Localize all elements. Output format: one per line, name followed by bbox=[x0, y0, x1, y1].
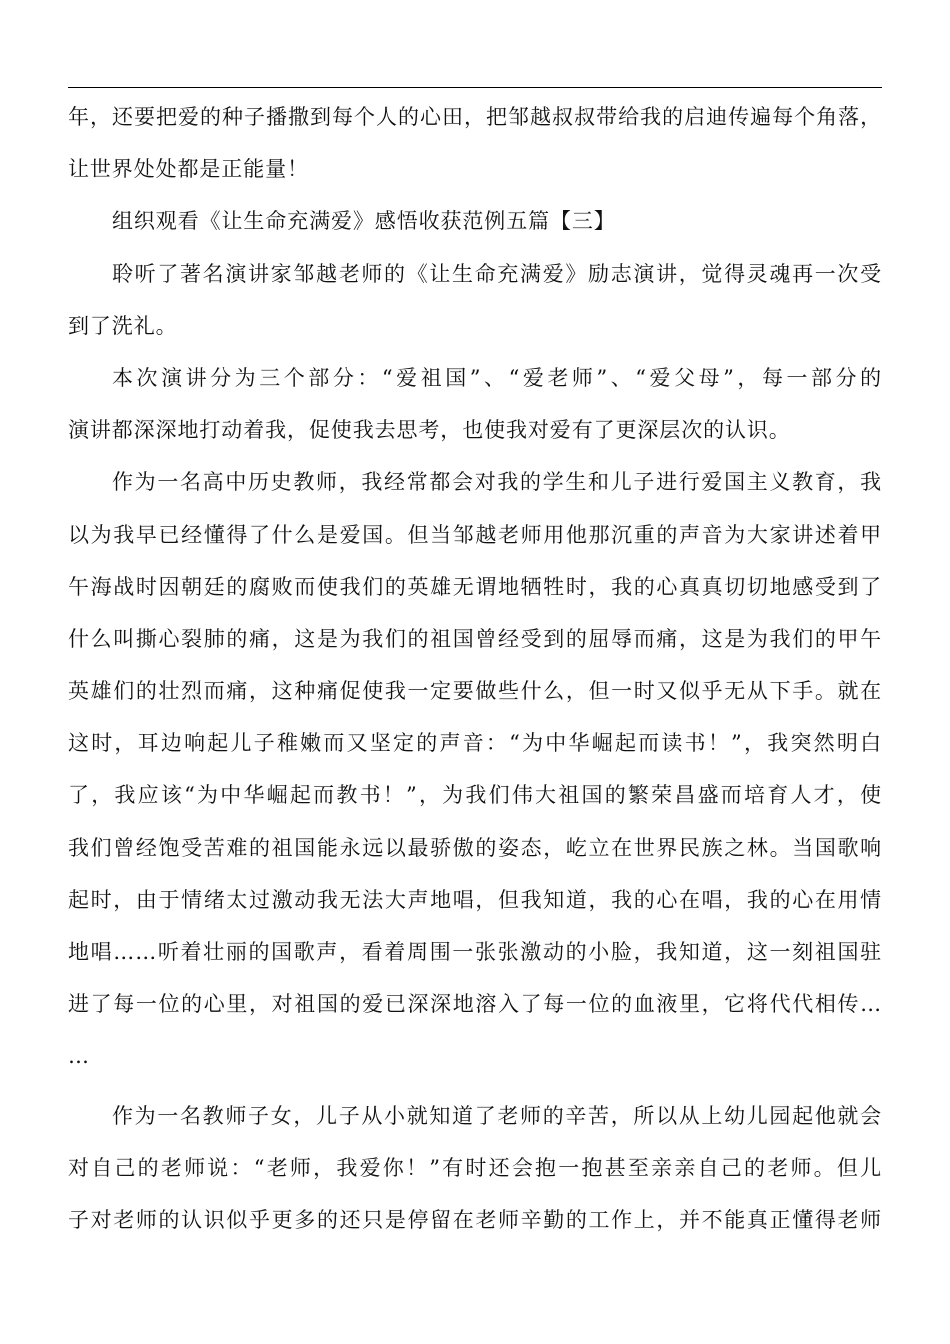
text-line: 年，还要把爱的种子播撒到每个人的心田，把邹越叔叔带给我的启迪传遍每个角落， bbox=[68, 105, 882, 129]
paragraph bbox=[68, 352, 882, 456]
text-line: 这时，耳边响起儿子稚嫩而又坚定的声音：“为中华崛起而读书！”，我突然明白 bbox=[68, 731, 882, 756]
paragraph bbox=[68, 91, 882, 195]
text-line: 子对老师的认识似乎更多的还只是停留在老师辛勤的工作上，并不能真正懂得老师 bbox=[68, 1207, 882, 1232]
paragraph bbox=[68, 1090, 882, 1247]
text-line: 了，我应该“为中华崛起而教书！”，为我们伟大祖国的繁荣昌盛而培育人才，使 bbox=[68, 783, 882, 808]
paragraph-gap bbox=[68, 1083, 882, 1090]
text-line: 什么叫撕心裂肺的痛，这是为我们的祖国曾经受到的屈辱而痛，这是为我们的甲午 bbox=[68, 626, 882, 651]
text-line: 作为一名高中历史教师，我经常都会对我的学生和儿子进行爱国主义教育，我 bbox=[112, 470, 882, 495]
text-line: 我们曾经饱受苦难的祖国能永远以最骄傲的姿态，屹立在世界民族之林。当国歌响 bbox=[68, 835, 882, 860]
text-line: 本次演讲分为三个部分：“爱祖国”、“爱老师”、“爱父母”，每一部分的 bbox=[112, 365, 882, 390]
text-line: 英雄们的壮烈而痛，这种痛促使我一定要做些什么，但一时又似乎无从下手。就在 bbox=[68, 679, 882, 704]
text-line: 作为一名教师子女，儿子从小就知道了老师的辛苦，所以从上幼儿园起他就会 bbox=[112, 1103, 882, 1128]
text-line: 地唱……听着壮丽的国歌声，看着周围一张张激动的小脸，我知道，这一刻祖国驻 bbox=[68, 940, 882, 964]
section-heading bbox=[68, 195, 882, 247]
text-line: 午海战时因朝廷的腐败而使我们的英雄无谓地牺牲时，我的心真真切切地感受到了 bbox=[68, 574, 882, 599]
text-line: 对自己的老师说：“老师，我爱你！”有时还会抱一抱甚至亲亲自己的老师。但儿 bbox=[68, 1155, 882, 1180]
text-line: 让世界处处都是正能量！ bbox=[68, 157, 309, 182]
text-line: 演讲都深深地打动着我，促使我去思考，也使我对爱有了更深层次的认识。 bbox=[68, 418, 791, 443]
document-body bbox=[68, 91, 882, 1246]
section-heading-line: 组织观看《让生命充满爱》感悟收获范例五篇【三】 bbox=[112, 209, 616, 234]
text-line: 聆听了著名演讲家邹越老师的《让生命充满爱》励志演讲，觉得灵魂再一次受 bbox=[112, 261, 882, 286]
text-line: 以为我早已经懂得了什么是爱国。但当邹越老师用他那沉重的声音为大家讲述着甲 bbox=[68, 522, 882, 547]
paragraph bbox=[68, 248, 882, 352]
text-line: … bbox=[68, 1044, 90, 1069]
text-line: 到了洗礼。 bbox=[68, 313, 178, 338]
text-line: 起时，由于情绪太过激动我无法大声地唱，但我知道，我的心在唱，我的心在用情 bbox=[68, 887, 882, 912]
text-line: 进了每一位的心里，对祖国的爱已深深地溶入了每一位的血液里，它将代代相传… bbox=[68, 992, 882, 1017]
header-rule bbox=[68, 87, 882, 88]
paragraph bbox=[68, 456, 882, 1082]
